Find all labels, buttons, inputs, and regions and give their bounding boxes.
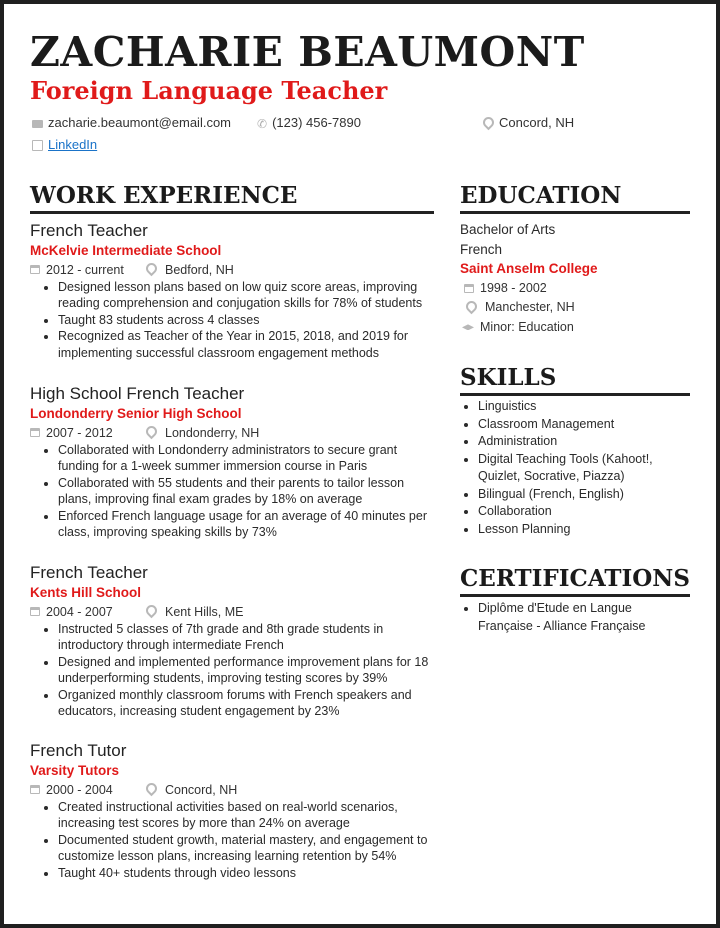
skill-item: • Bilingual (French, English) [478, 486, 690, 504]
skills-heading: SKILLS [460, 364, 557, 391]
location-pin-icon [144, 260, 160, 276]
education-location: Manchester, NH [485, 300, 575, 315]
job-title: French Teacher [30, 221, 148, 240]
section-divider [460, 594, 690, 597]
job-meta [30, 260, 435, 279]
bullet-item: • Organized monthly classroom forums with French speakers and educators, increasing student engagement by 23% [58, 687, 435, 720]
job-title: French Tutor [30, 741, 127, 760]
linkedin-icon [32, 140, 43, 151]
location-pin-icon [144, 780, 160, 796]
job-company: Londonderry Senior High School [30, 406, 242, 421]
job-location: Bedford, NH [165, 262, 234, 277]
skill-item: • Collaboration [478, 503, 690, 521]
skills-list-wrap [460, 398, 690, 538]
skill-item: • Linguistics [478, 398, 690, 416]
certifications-list [460, 600, 690, 635]
skill-item: • Classroom Management [478, 416, 690, 434]
education-dates-row [460, 279, 690, 299]
candidate-name: ZACHARIE BEAUMONT [30, 28, 585, 76]
bullet-item: • Collaborated with Londonderry administrators to secure grant funding for a 1-week summer immersion course in Paris [58, 442, 435, 475]
location-pin-icon [144, 602, 160, 618]
calendar-icon [30, 785, 40, 794]
section-divider [460, 393, 690, 396]
job-location: Londonderry, NH [165, 425, 260, 440]
email-text: zacharie.beaumont@email.com [48, 115, 232, 130]
degree: Bachelor of Arts [460, 222, 556, 237]
phone-text: (123) 456-7890 [272, 115, 361, 130]
bullet-item: • Taught 83 students across 4 classes [58, 312, 435, 329]
section-divider [30, 211, 434, 214]
contact-location [483, 116, 574, 129]
job-location: Concord, NH [165, 782, 238, 797]
job-meta [30, 602, 435, 621]
job-bullets [30, 621, 435, 720]
bullet-item: • Taught 40+ students through video lessons [58, 865, 435, 882]
job-bullets [30, 442, 435, 541]
job-title: High School French Teacher [30, 384, 245, 403]
education-dates: 1998 - 2002 [480, 280, 547, 295]
envelope-icon [32, 120, 43, 128]
job-meta [30, 780, 435, 799]
bullet-item: • Recognized as Teacher of the Year in 2015, 2018, and 2019 for implementing successful classroom engagement methods [58, 328, 435, 361]
job-dates: 2007 - 2012 [46, 425, 113, 440]
bullet-item: • Instructed 5 classes of 7th grade and 8th grade students in introductory through intermediate French [58, 621, 435, 654]
job-entry [30, 563, 435, 720]
bullet-item: • Collaborated with 55 students and their parents to tailor lesson plans, improving final exam grades by 18% on average [58, 475, 435, 508]
skills-list [460, 398, 690, 538]
job-entry [30, 221, 435, 361]
job-company: Varsity Tutors [30, 763, 120, 778]
bullet-item: • Created instructional activities based on real-world scenarios, increasing test scores by more than 24% on average [58, 799, 435, 832]
education-heading: EDUCATION [460, 182, 622, 209]
job-company: McKelvie Intermediate School [30, 243, 222, 258]
job-title-headline: Foreign Language Teacher [30, 76, 388, 105]
job-entry [30, 384, 435, 541]
certifications-list-wrap [460, 600, 690, 635]
job-dates: 2012 - current [46, 262, 124, 277]
contact-email [32, 116, 231, 129]
work-experience-heading: WORK EXPERIENCE [30, 182, 298, 209]
job-meta [30, 423, 435, 442]
contact-linkedin [32, 138, 97, 151]
location-text: Concord, NH [499, 115, 575, 130]
location-pin-icon [464, 299, 480, 315]
linkedin-link[interactable]: LinkedIn [48, 137, 98, 152]
skill-item: • Administration [478, 433, 690, 451]
bullet-item: • Enforced French language usage for an average of 40 minutes per class, improving speaking skills by 73% [58, 508, 435, 541]
job-bullets [30, 799, 435, 882]
location-pin-icon [144, 423, 160, 439]
calendar-icon [464, 284, 474, 293]
bullet-item: • Designed lesson plans based on low quiz score areas, improving reading comprehension and conjugation skills for 78% of students [58, 279, 435, 312]
skill-item: • Digital Teaching Tools (Kahoot!, Quizlet, Socrative, Piazza) [478, 451, 690, 486]
certifications-heading: CERTIFICATIONS [460, 565, 690, 592]
school-name: Saint Anselm College [460, 261, 598, 276]
job-bullets [30, 279, 435, 362]
calendar-icon [30, 428, 40, 437]
education-minor: Minor: Education [480, 319, 574, 334]
contact-phone [257, 116, 361, 130]
bullet-item: • Designed and implemented performance improvement plans for 18 underperforming students, improving testing scores by 39% [58, 654, 435, 687]
education-location-row [460, 298, 690, 318]
bullet-item: • Documented student growth, material mastery, and engagement to customize lesson plans, increasing learning retention by 54% [58, 832, 435, 865]
calendar-icon [30, 265, 40, 274]
graduation-cap-icon [462, 324, 474, 330]
job-entry [30, 741, 435, 881]
certification-item: • Diplôme d'Etude en Langue Française - Alliance Française [478, 600, 690, 635]
major: French [460, 241, 503, 257]
education-minor-row [460, 318, 690, 338]
location-pin-icon [481, 114, 497, 130]
phone-icon: ✆ [257, 116, 268, 131]
job-dates: 2004 - 2007 [46, 604, 113, 619]
resume-page [4, 4, 716, 924]
calendar-icon [30, 607, 40, 616]
section-divider [460, 211, 690, 214]
skill-item: • Lesson Planning [478, 521, 690, 539]
job-dates: 2000 - 2004 [46, 782, 113, 797]
job-title: French Teacher [30, 563, 148, 582]
education-entry [460, 220, 690, 337]
job-company: Kents Hill School [30, 585, 142, 600]
job-location: Kent Hills, ME [165, 604, 244, 619]
